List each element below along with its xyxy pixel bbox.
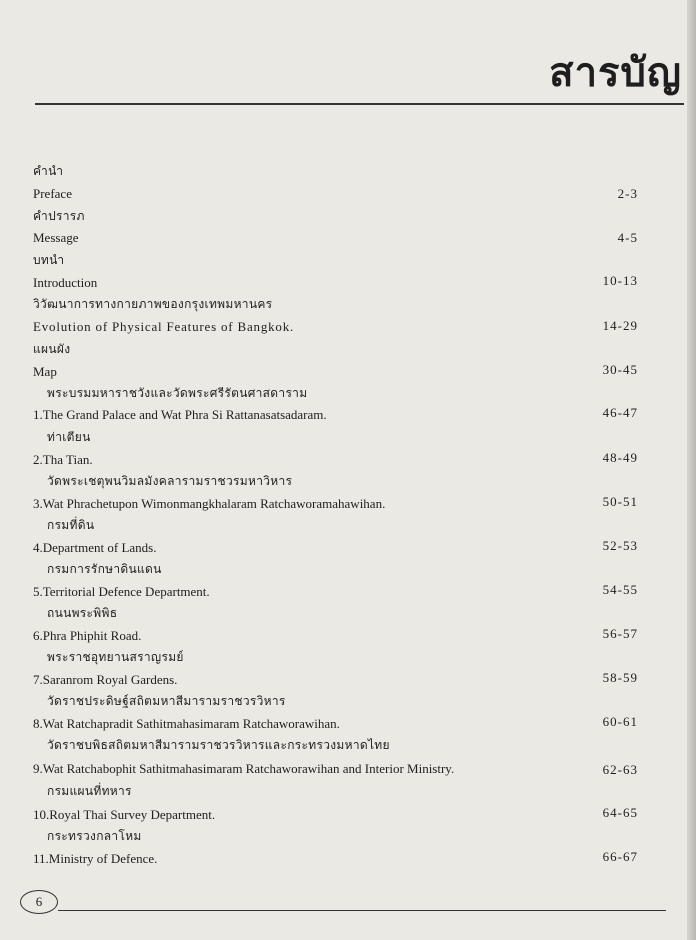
toc-english-title: Map <box>33 364 57 379</box>
toc-page-range: 66-67 <box>602 849 638 864</box>
toc-page-range: 62-63 <box>602 762 638 777</box>
toc-page-range: 50-51 <box>602 494 638 509</box>
toc-english-title: Preface <box>33 186 72 201</box>
toc-english-title: Message <box>33 230 79 245</box>
toc-english-title: 2.Tha Tian. <box>33 452 93 467</box>
toc-english-title: Evolution of Physical Features of Bangkok. <box>33 319 295 334</box>
toc-page-range: 64-65 <box>602 805 638 820</box>
toc-thai-title: กรมการรักษาดินแดน <box>47 562 162 576</box>
toc-english-title: 5.Territorial Defence Department. <box>33 584 210 599</box>
toc-english-title: 8.Wat Ratchapradit Sathitmahasimaram Ratchaworawihan. <box>33 716 340 731</box>
toc-thai-title: คำนำ <box>33 164 64 178</box>
toc-thai-title: กรมที่ดิน <box>47 518 95 532</box>
toc-page-range: 60-61 <box>602 714 638 729</box>
toc-english-title: 9.Wat Ratchabophit Sathitmahasimaram Ratchaworawihan and Interior Ministry. <box>33 761 455 776</box>
toc-thai-title: คำปรารภ <box>33 209 85 223</box>
toc-page-range: 54-55 <box>602 582 638 597</box>
toc-thai-title: บทนำ <box>33 253 65 267</box>
toc-thai-title: แผนผัง <box>33 342 71 356</box>
toc-english-title: Introduction <box>33 275 98 290</box>
toc-english-title: 3.Wat Phrachetupon Wimonmangkhalaram Ratchaworamahawihan. <box>33 496 386 511</box>
toc-page-range: 14-29 <box>602 318 638 333</box>
toc-english-title: 10.Royal Thai Survey Department. <box>33 807 216 822</box>
page-number-badge: 6 <box>20 890 58 914</box>
toc-thai-title: กระทรวงกลาโหม <box>47 829 142 843</box>
toc-thai-title: วิวัฒนาการทางกายภาพของกรุงเทพมหานคร <box>33 297 273 311</box>
toc-english-title: 11.Ministry of Defence. <box>33 851 158 866</box>
top-rule <box>35 103 684 105</box>
toc-page-range: 30-45 <box>602 362 638 377</box>
page-title: สารบัญ <box>549 49 682 96</box>
toc-page-range: 52-53 <box>602 538 638 553</box>
toc-thai-title: วัดพระเชตุพนวิมลมังคลารามราชวรมหาวิหาร <box>47 474 293 488</box>
book-binding-edge <box>687 0 696 940</box>
toc-thai-title: ถนนพระพิพิธ <box>47 606 118 620</box>
toc-thai-title: กรมแผนที่ทหาร <box>47 784 132 798</box>
toc-page-range: 2-3 <box>617 186 638 201</box>
toc-page-range: 48-49 <box>602 450 638 465</box>
toc-page-range: 4-5 <box>617 230 638 245</box>
toc-thai-title: วัดราชประดิษฐ์สถิตมหาสีมารามราชวรวิหาร <box>47 694 286 708</box>
toc-english-title: 7.Saranrom Royal Gardens. <box>33 672 178 687</box>
bottom-rule <box>58 910 666 911</box>
toc-english-title: 1.The Grand Palace and Wat Phra Si Rattanasatsadaram. <box>33 407 327 422</box>
toc-page-range: 56-57 <box>602 626 638 641</box>
toc-english-title: 4.Department of Lands. <box>33 540 157 555</box>
toc-page-range: 46-47 <box>602 405 638 420</box>
toc-english-title: 6.Phra Phiphit Road. <box>33 628 142 643</box>
toc-thai-title: พระบรมมหาราชวังและวัดพระศรีรัตนศาสดาราม <box>47 386 308 400</box>
toc-thai-title: พระราชอุทยานสราญรมย์ <box>47 650 184 664</box>
toc-page-range: 58-59 <box>602 670 638 685</box>
toc-thai-title: วัดราชบพิธสถิตมหาสีมารามราชวรวิหารและกระทรวงมหาดไทย <box>47 738 390 752</box>
toc-thai-title: ท่าเตียน <box>47 430 91 444</box>
toc-page-range: 10-13 <box>602 273 638 288</box>
